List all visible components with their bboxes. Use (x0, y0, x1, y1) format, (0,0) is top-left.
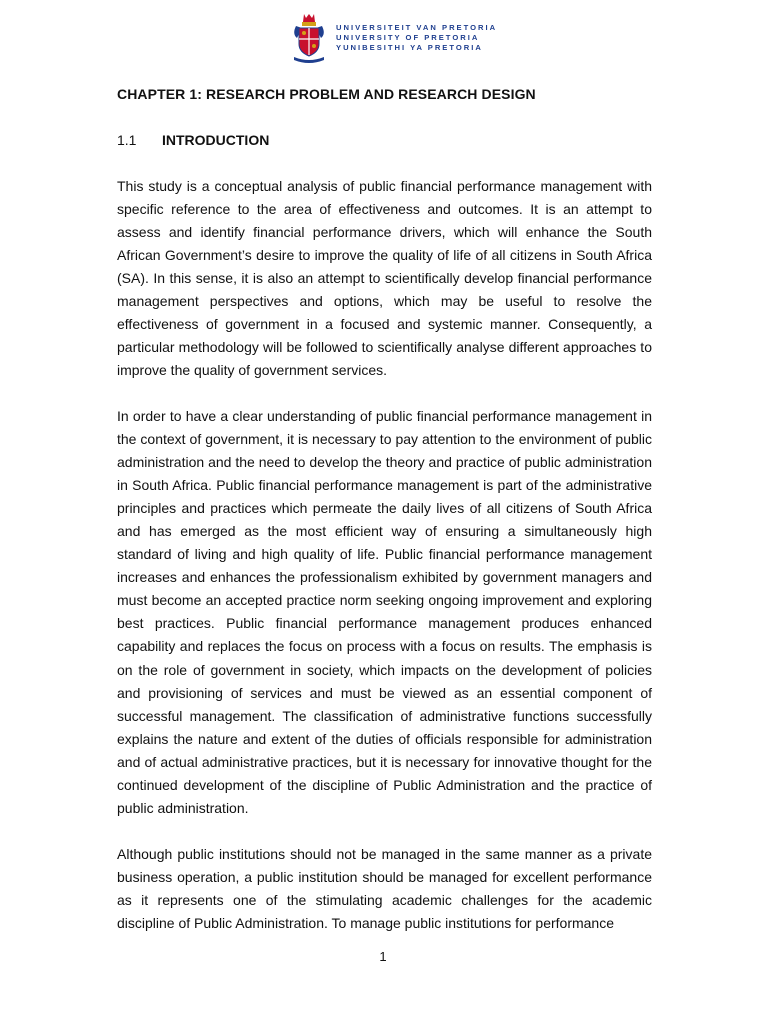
university-name-english: UNIVERSITY OF PRETORIA (336, 33, 480, 42)
university-names (336, 23, 497, 53)
paragraph-3: Although public institutions should not be managed in the same manner as a private business operation, a public institution should be managed for excellent performance as it represents one of the stimulating academic challenges for the academic discipline of Public Administration. To manage public institutions for performance (117, 846, 652, 932)
section-number: 1.1 (117, 132, 137, 148)
page-number (0, 949, 768, 964)
chapter-title: CHAPTER 1: RESEARCH PROBLEM AND RESEARCH DESIGN (117, 86, 536, 102)
page-number-text: 1 (379, 949, 387, 964)
university-name-afrikaans: UNIVERSITEIT VAN PRETORIA (336, 23, 498, 32)
university-name-sepedi: YUNIBESITHI YA PRETORIA (336, 43, 483, 52)
paragraph-2: In order to have a clear understanding of public financial performance management in the context of government, it is necessary to pay attention to the environment of public administration and the need to develop the theory and practice of public administration in South Africa. Public financial performance management is part of the administrative principles and practices which permeate the daily lives of all citizens of South Africa and has emerged as the most efficient way of ensuring a simultaneously high standard of living and high quality of life. Public financial performance management increases and enhances the professionalism exhibited by government managers and must become an accepted practice norm seeking ongoing improvement and exploring best practices. Public financial performance management produces enhanced capability and replaces the focus on process with a focus on results. The emphasis is on the role of government in society, which impacts on the development of policies and provisioning of services and must be viewed as an essential component of successful management. The classification of administrative functions successfully explains the nature and extent of the duties of officials responsible for administration and of actual administrative practices, but it is necessary for innovative thought for the continued development of the discipline of Public Administration and the practice of public administration. (117, 408, 652, 816)
university-crest-icon (292, 12, 326, 64)
section-title: INTRODUCTION (162, 132, 270, 148)
paragraph-1: This study is a conceptual analysis of public financial performance management with specific reference to the area of effectiveness and outcomes. It is an attempt to assess and identify financial performance drivers, which will enhance the South African Government’s desire to improve the quality of life of all citizens in South Africa (SA). In this sense, it is also an attempt to scientifically develop financial performance management perspectives and options, which may be useful to resolve the effectiveness of government in a focused and systemic manner. Consequently, a particular methodology will be followed to scientifically analyse different approaches to improve the quality of government services. (117, 178, 652, 379)
university-header (292, 12, 497, 64)
section-heading (117, 132, 269, 148)
